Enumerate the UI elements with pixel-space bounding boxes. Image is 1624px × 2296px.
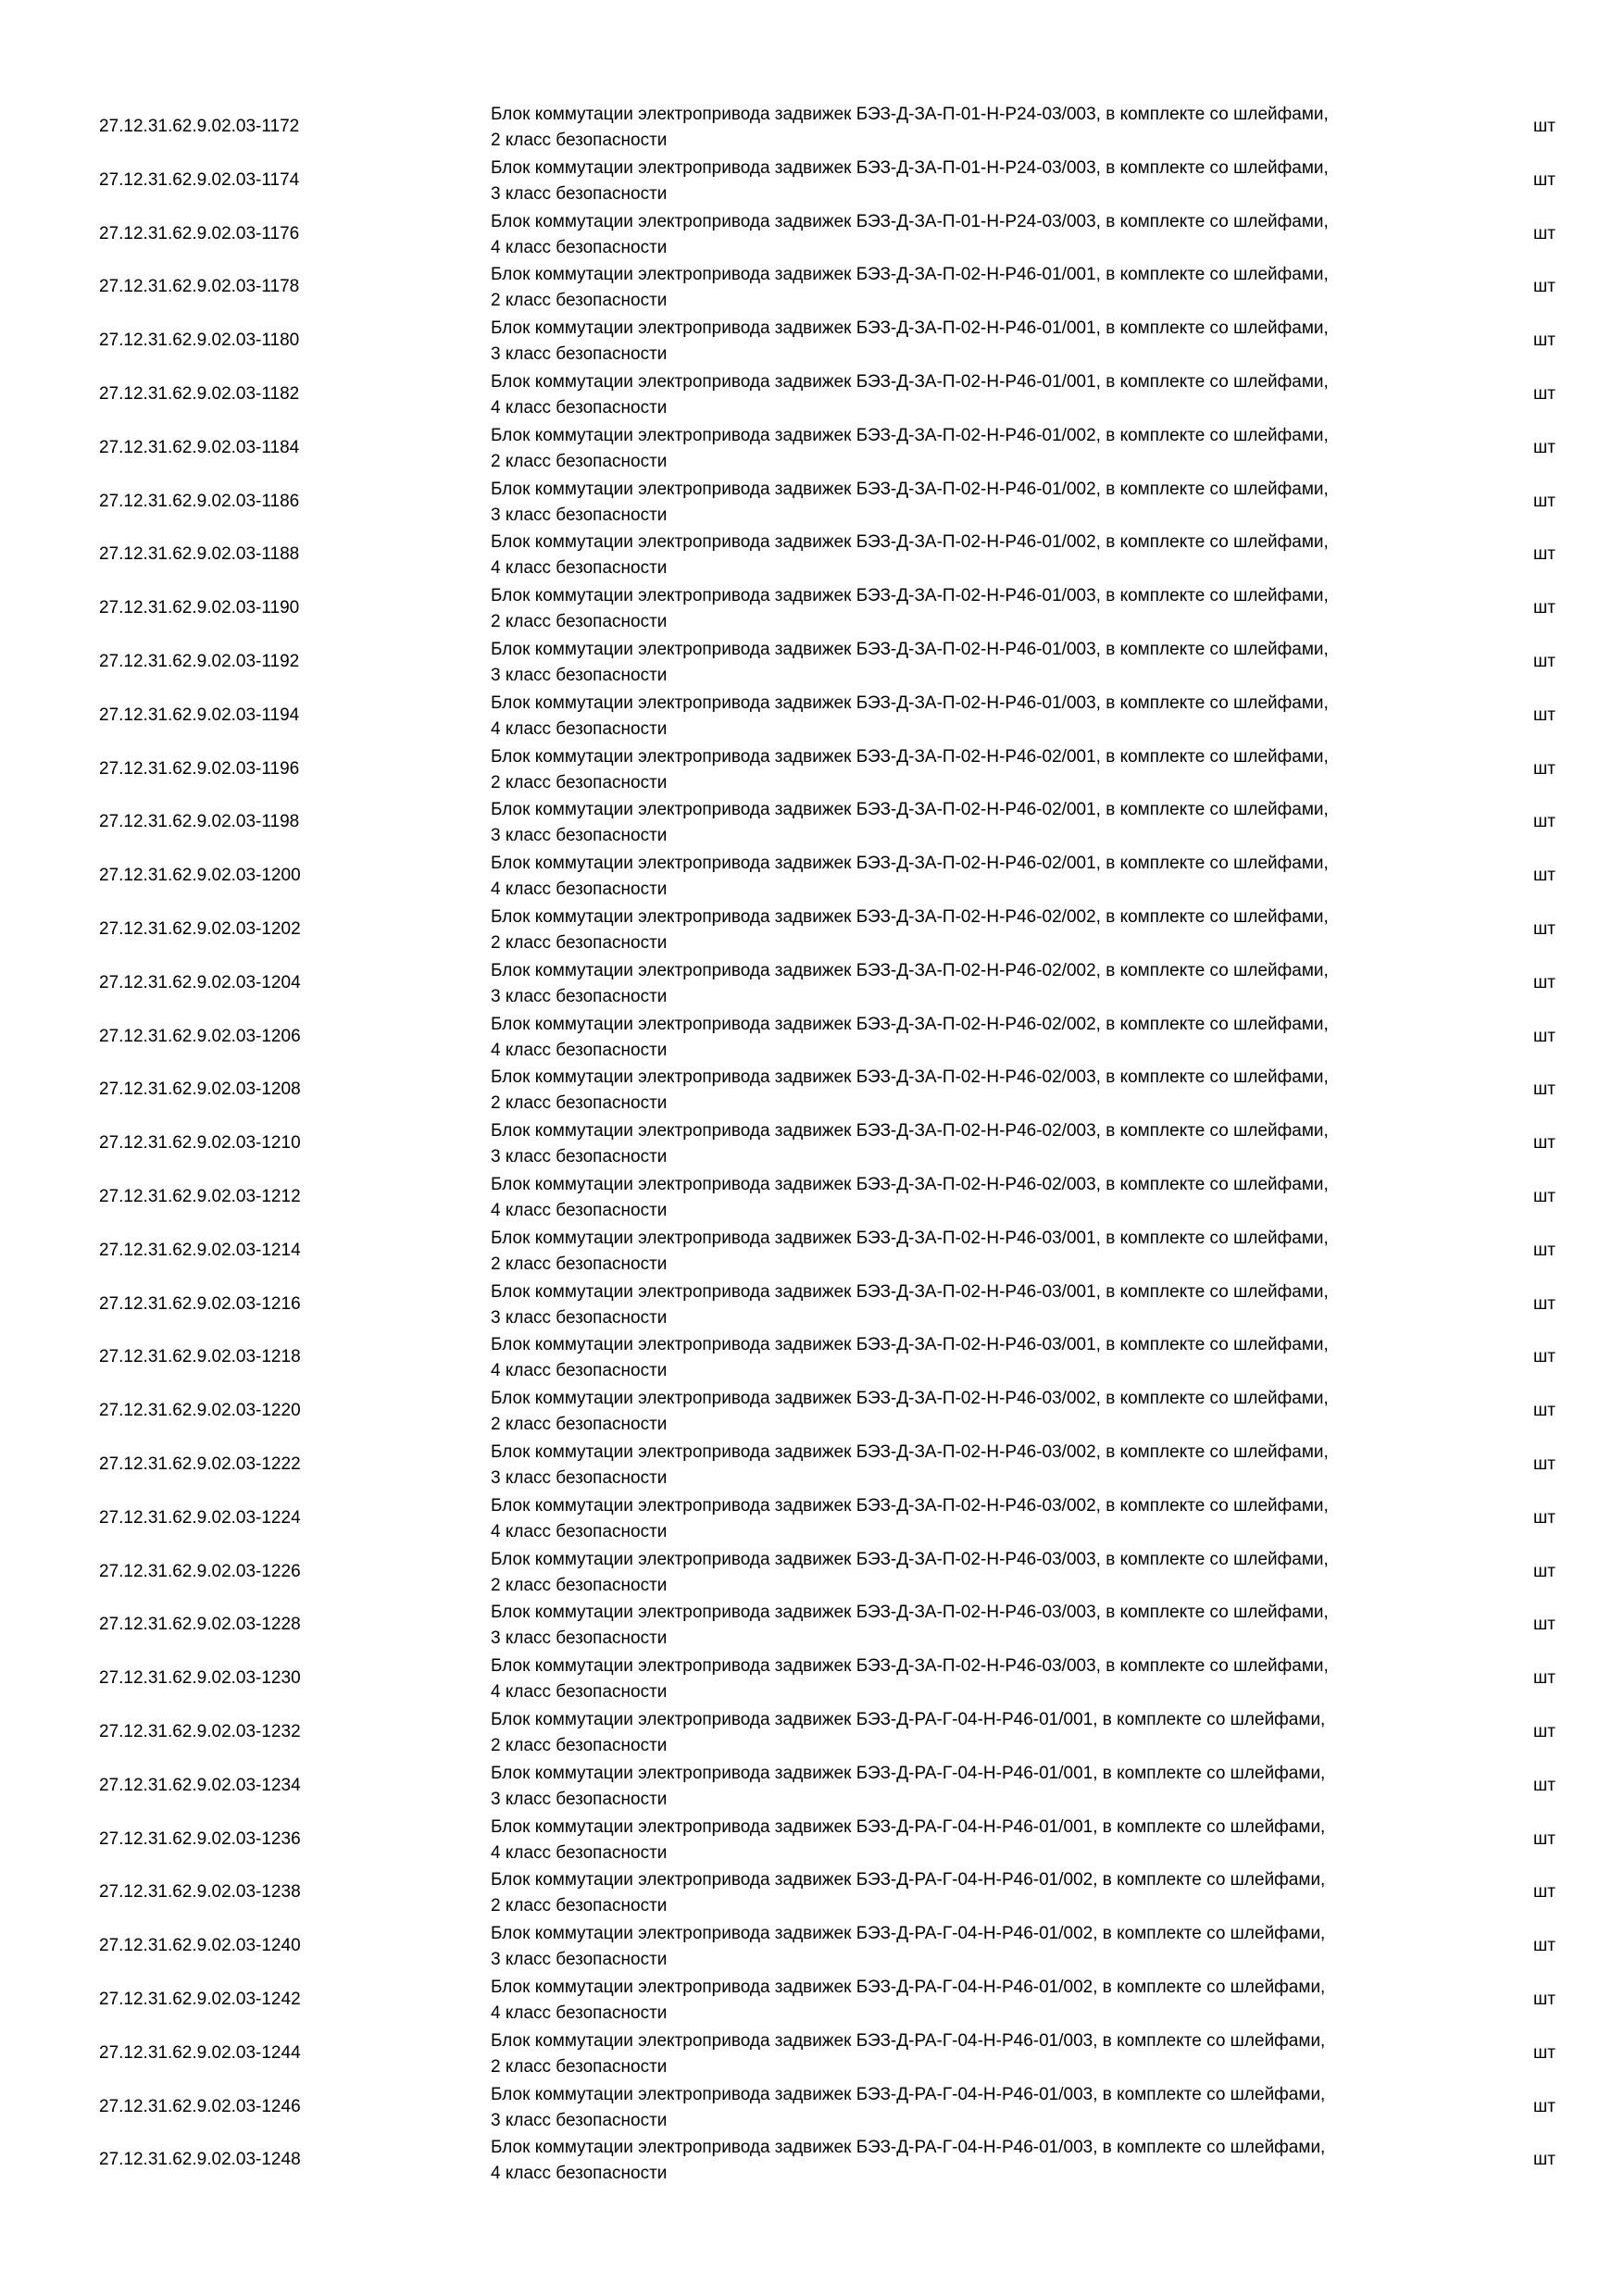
row-description [491, 316, 1509, 368]
row-description [491, 1332, 1509, 1384]
row-description-line1: Блок коммутации электропривода задвижек БЭЗ-Д-РА-Г-04-Н-Р46-01/003, в комплекте со шлейфами, [491, 2030, 1326, 2051]
row-description [491, 1815, 1509, 1866]
row-description-line1: Блок коммутации электропривода задвижек БЭЗ-Д-ЗА-П-02-Н-Р46-01/001, в комплекте со шлейфами, [491, 318, 1329, 339]
row-description-line1: Блок коммутации электропривода задвижек БЭЗ-Д-ЗА-П-02-Н-Р46-01/002, в комплекте со шлейфами, [491, 425, 1329, 445]
row-description-line2: 3 класс безопасности [491, 183, 668, 204]
row-description [491, 423, 1509, 475]
row-unit: шт [1533, 866, 1555, 886]
row-description-line2: 2 класс безопасности [491, 1896, 668, 1916]
row-unit: шт [1533, 1293, 1555, 1314]
row-description-line2: 3 класс безопасности [491, 2110, 668, 2130]
row-unit: шт [1533, 1079, 1555, 1100]
row-description-line2: 4 класс безопасности [491, 1682, 668, 1703]
row-unit: шт [1533, 169, 1555, 190]
row-description-line2: 3 класс безопасности [491, 1789, 668, 1809]
row-unit: шт [1533, 1347, 1555, 1367]
row-code: 27.12.31.62.9.02.03-1214 [99, 1240, 301, 1260]
row-description [491, 1065, 1509, 1117]
row-description [491, 1172, 1509, 1224]
row-code: 27.12.31.62.9.02.03-1186 [99, 491, 300, 511]
row-description-line1: Блок коммутации электропривода задвижек БЭЗ-Д-ЗА-П-02-Н-Р46-02/003, в комплекте со шлейфами, [491, 1121, 1329, 1142]
row-unit: шт [1533, 277, 1555, 297]
row-description-line1: Блок коммутации электропривода задвижек БЭЗ-Д-ЗА-П-02-Н-Р46-01/001, в комплекте со шлейфами, [491, 372, 1329, 392]
row-description-line1: Блок коммутации электропривода задвижек БЭЗ-Д-ЗА-П-02-Н-Р46-03/003, в комплекте со шлейфами, [491, 1656, 1329, 1677]
table-row [0, 956, 1624, 1010]
row-description [491, 1386, 1509, 1438]
row-description-line1: Блок коммутации электропривода задвижек БЭЗ-Д-ЗА-П-02-Н-Р46-01/003, в комплекте со шлейфами, [491, 586, 1329, 606]
row-unit: шт [1533, 598, 1555, 618]
table-row [0, 1278, 1624, 1331]
row-description [491, 1653, 1509, 1705]
row-description-line2: 4 класс безопасности [491, 237, 668, 257]
row-unit: шт [1533, 1882, 1555, 1903]
row-description [491, 2028, 1509, 2080]
table-row [0, 1384, 1624, 1438]
row-description-line1: Блок коммутации электропривода задвижек БЭЗ-Д-ЗА-П-01-Н-Р24-03/003, в комплекте со шлейфами, [491, 211, 1329, 231]
row-description-line2: 3 класс безопасности [491, 1950, 668, 1970]
row-description-line2: 4 класс безопасности [491, 2003, 668, 2023]
row-code: 27.12.31.62.9.02.03-1222 [99, 1454, 301, 1474]
table-row [0, 1117, 1624, 1170]
row-description-line1: Блок коммутации электропривода задвижек БЭЗ-Д-ЗА-П-02-Н-Р46-02/003, в комплекте со шлейфами, [491, 1067, 1329, 1088]
row-code: 27.12.31.62.9.02.03-1208 [99, 1079, 301, 1100]
row-description-line1: Блок коммутации электропривода задвижек БЭЗ-Д-ЗА-П-02-Н-Р46-02/002, в комплекте со шлейфами, [491, 1014, 1329, 1034]
row-description-line1: Блок коммутации электропривода задвижек БЭЗ-Д-РА-Г-04-Н-Р46-01/003, в комплекте со шлейфами, [491, 2084, 1326, 2104]
row-unit: шт [1533, 1936, 1555, 1956]
row-description-line2: 4 класс безопасности [491, 1842, 668, 1863]
row-code: 27.12.31.62.9.02.03-1184 [99, 437, 300, 457]
row-description-line2: 4 класс безопасности [491, 558, 668, 579]
row-description-line1: Блок коммутации электропривода задвижек БЭЗ-Д-ЗА-П-02-Н-Р46-02/003, в комплекте со шлейфами, [491, 1175, 1329, 1194]
row-code: 27.12.31.62.9.02.03-1202 [99, 919, 301, 939]
table-row [0, 1170, 1624, 1224]
row-description-line2: 2 класс безопасности [491, 2056, 668, 2077]
row-code: 27.12.31.62.9.02.03-1240 [99, 1936, 301, 1956]
row-code: 27.12.31.62.9.02.03-1232 [99, 1722, 301, 1741]
row-unit: шт [1533, 652, 1555, 671]
row-description-line1: Блок коммутации электропривода задвижек БЭЗ-Д-РА-Г-04-Н-Р46-01/002, в комплекте со шлейфами, [491, 1924, 1326, 1944]
row-description [491, 369, 1509, 421]
row-description-line1: Блок коммутации электропривода задвижек БЭЗ-Д-ЗА-П-02-Н-Р46-03/001, в комплекте со шлейфами, [491, 1281, 1329, 1302]
table-row [0, 849, 1624, 903]
row-description-line1: Блок коммутации электропривода задвижек БЭЗ-Д-РА-Г-04-Н-Р46-01/001, в комплекте со шлейфами, [491, 1816, 1326, 1837]
row-code: 27.12.31.62.9.02.03-1228 [99, 1615, 301, 1635]
row-unit: шт [1533, 2042, 1555, 2063]
row-description-line1: Блок коммутации электропривода задвижек БЭЗ-Д-РА-Г-04-Н-Р46-01/003, в комплекте со шлейфами, [491, 2138, 1326, 2158]
row-description-line1: Блок коммутации электропривода задвижек БЭЗ-Д-ЗА-П-02-Н-Р46-01/001, в комплекте со шлейфами, [491, 265, 1329, 285]
row-unit: шт [1533, 972, 1555, 992]
row-code: 27.12.31.62.9.02.03-1224 [99, 1507, 301, 1528]
table-row [0, 368, 1624, 421]
row-unit: шт [1533, 544, 1555, 565]
row-description-line2: 3 класс безопасности [491, 986, 668, 1006]
row-code: 27.12.31.62.9.02.03-1174 [99, 169, 300, 190]
row-description-line2: 3 класс безопасности [491, 344, 668, 365]
row-description-line1: Блок коммутации электропривода задвижек БЭЗ-Д-ЗА-П-02-Н-Р46-01/002, в комплекте со шлейфами, [491, 479, 1329, 499]
row-code: 27.12.31.62.9.02.03-1248 [99, 2150, 301, 2170]
row-description [491, 1600, 1509, 1652]
row-description-line2: 3 класс безопасности [491, 1147, 668, 1167]
row-code: 27.12.31.62.9.02.03-1216 [99, 1293, 301, 1314]
row-code: 27.12.31.62.9.02.03-1236 [99, 1828, 301, 1849]
row-code: 27.12.31.62.9.02.03-1246 [99, 2096, 301, 2116]
row-description [491, 851, 1509, 903]
row-code: 27.12.31.62.9.02.03-1178 [99, 277, 300, 297]
table-row [0, 1491, 1624, 1545]
table-row [0, 1330, 1624, 1384]
row-code: 27.12.31.62.9.02.03-1190 [99, 598, 300, 618]
row-description-line2: 3 класс безопасности [491, 1468, 668, 1488]
row-code: 27.12.31.62.9.02.03-1180 [99, 331, 300, 351]
row-description [491, 905, 1509, 956]
row-unit: шт [1533, 2150, 1555, 2170]
row-description-line2: 2 класс безопасности [491, 612, 668, 632]
row-unit: шт [1533, 491, 1555, 511]
row-unit: шт [1533, 705, 1555, 725]
row-description-line1: Блок коммутации электропривода задвижек БЭЗ-Д-ЗА-П-02-Н-Р46-02/001, в комплекте со шлейфами, [491, 854, 1329, 874]
row-unit: шт [1533, 1615, 1555, 1635]
row-description-line2: 3 класс безопасности [491, 505, 668, 525]
row-description [491, 1118, 1509, 1170]
row-code: 27.12.31.62.9.02.03-1226 [99, 1561, 301, 1581]
table-row [0, 2080, 1624, 2134]
row-description [491, 1547, 1509, 1599]
row-unit: шт [1533, 1775, 1555, 1795]
row-description-line1: Блок коммутации электропривода задвижек БЭЗ-Д-ЗА-П-02-Н-Р46-03/002, в комплекте со шлейфами, [491, 1389, 1329, 1409]
table-row [0, 528, 1624, 581]
row-description-line1: Блок коммутации электропривода задвижек БЭЗ-Д-ЗА-П-02-Н-Р46-03/003, в комплекте со шлейфами, [491, 1549, 1329, 1569]
table-row [0, 581, 1624, 635]
table-row [0, 795, 1624, 849]
table-row [0, 1866, 1624, 1919]
row-description [491, 1279, 1509, 1331]
row-description-line2: 2 класс безопасности [491, 772, 668, 792]
row-unit: шт [1533, 117, 1555, 136]
row-description-line1: Блок коммутации электропривода задвижек БЭЗ-Д-ЗА-П-02-Н-Р46-01/002, в комплекте со шлейфами, [491, 532, 1329, 553]
row-description-line2: 2 класс безопасности [491, 291, 668, 311]
row-unit: шт [1533, 758, 1555, 779]
row-description-line1: Блок коммутации электропривода задвижек БЭЗ-Д-ЗА-П-02-Н-Р46-02/001, в комплекте со шлейфами, [491, 800, 1329, 820]
row-description-line1: Блок коммутации электропривода задвижек БЭЗ-Д-ЗА-П-02-Н-Р46-02/002, в комплекте со шлейфами, [491, 960, 1329, 980]
row-code: 27.12.31.62.9.02.03-1220 [99, 1401, 301, 1421]
row-unit: шт [1533, 1990, 1555, 2009]
table-row [0, 421, 1624, 475]
row-description [491, 1975, 1509, 2027]
row-unit: шт [1533, 1828, 1555, 1849]
table-row [0, 1705, 1624, 1759]
row-description-line2: 4 класс безопасности [491, 1040, 668, 1060]
row-description-line2: 3 класс безопасности [491, 826, 668, 846]
row-unit: шт [1533, 384, 1555, 404]
table-row [0, 1224, 1624, 1278]
row-description-line2: 4 класс безопасности [491, 1361, 668, 1381]
row-description-line1: Блок коммутации электропривода задвижек БЭЗ-Д-ЗА-П-02-Н-Р46-02/001, в комплекте со шлейфами, [491, 746, 1329, 767]
row-description-line2: 4 класс безопасности [491, 718, 668, 739]
row-description [491, 637, 1509, 689]
row-code: 27.12.31.62.9.02.03-1198 [99, 812, 300, 832]
row-code: 27.12.31.62.9.02.03-1188 [99, 544, 300, 565]
row-description [491, 1012, 1509, 1064]
row-description [491, 530, 1509, 581]
row-description [491, 156, 1509, 207]
table-row [0, 689, 1624, 742]
row-description [491, 1707, 1509, 1759]
row-code: 27.12.31.62.9.02.03-1194 [99, 705, 300, 725]
table-row [0, 1973, 1624, 2027]
row-unit: шт [1533, 1507, 1555, 1528]
row-description-line1: Блок коммутации электропривода задвижек БЭЗ-Д-ЗА-П-02-Н-Р46-01/003, в комплекте со шлейфами, [491, 693, 1329, 713]
row-description-line2: 3 класс безопасности [491, 1628, 668, 1649]
row-description-line2: 4 класс безопасности [491, 1201, 668, 1220]
row-description-line2: 3 класс безопасности [491, 666, 668, 685]
row-description-line2: 4 класс безопасности [491, 880, 668, 900]
row-description-line1: Блок коммутации электропривода задвижек БЭЗ-Д-ЗА-П-01-Н-Р24-03/003, в комплекте со шлейфами, [491, 157, 1329, 178]
table-row [0, 475, 1624, 529]
table-row [0, 1438, 1624, 1491]
row-description-line1: Блок коммутации электропривода задвижек БЭЗ-Д-РА-Г-04-Н-Р46-01/002, в комплекте со шлейфами, [491, 1870, 1326, 1890]
row-description-line2: 2 класс безопасности [491, 1415, 668, 1435]
row-description [491, 102, 1509, 154]
row-description [491, 1226, 1509, 1278]
row-code: 27.12.31.62.9.02.03-1242 [99, 1990, 301, 2009]
row-description [491, 1761, 1509, 1813]
row-unit: шт [1533, 812, 1555, 832]
table-row [0, 1063, 1624, 1117]
row-code: 27.12.31.62.9.02.03-1204 [99, 972, 301, 992]
row-unit: шт [1533, 1240, 1555, 1260]
table-row [0, 903, 1624, 956]
row-description [491, 1921, 1509, 1973]
row-code: 27.12.31.62.9.02.03-1182 [99, 384, 300, 404]
row-code: 27.12.31.62.9.02.03-1206 [99, 1026, 301, 1046]
row-code: 27.12.31.62.9.02.03-1238 [99, 1882, 301, 1903]
row-description [491, 1440, 1509, 1491]
table-row [0, 207, 1624, 261]
row-description-line2: 2 класс безопасности [491, 131, 668, 150]
row-description [491, 1493, 1509, 1545]
table-row [0, 1813, 1624, 1866]
row-code: 27.12.31.62.9.02.03-1212 [99, 1187, 301, 1206]
row-description-line2: 2 класс безопасности [491, 451, 668, 471]
table-row [0, 742, 1624, 796]
row-code: 27.12.31.62.9.02.03-1176 [99, 223, 300, 243]
table-row [0, 154, 1624, 207]
row-description [491, 691, 1509, 742]
row-code: 27.12.31.62.9.02.03-1218 [99, 1347, 301, 1367]
row-description-line1: Блок коммутации электропривода задвижек БЭЗ-Д-ЗА-П-02-Н-Р46-02/002, в комплекте со шлейфами, [491, 907, 1329, 927]
row-unit: шт [1533, 1133, 1555, 1154]
row-unit: шт [1533, 331, 1555, 351]
row-unit: шт [1533, 919, 1555, 939]
table-row [0, 1545, 1624, 1599]
table-row [0, 1598, 1624, 1652]
table-row [0, 1010, 1624, 1064]
row-code: 27.12.31.62.9.02.03-1200 [99, 866, 301, 886]
row-description-line2: 4 класс безопасности [491, 1521, 668, 1541]
row-description-line1: Блок коммутации электропривода задвижек БЭЗ-Д-ЗА-П-02-Н-Р46-03/001, в комплекте со шлейфами, [491, 1228, 1329, 1248]
row-description-line2: 2 класс безопасности [491, 933, 668, 953]
row-description-line1: Блок коммутации электропривода задвижек БЭЗ-Д-ЗА-П-02-Н-Р46-03/001, в комплекте со шлейфами, [491, 1335, 1329, 1355]
table-row [0, 635, 1624, 689]
row-description-line1: Блок коммутации электропривода задвижек БЭЗ-Д-РА-Г-04-Н-Р46-01/002, в комплекте со шлейфами, [491, 1978, 1326, 1997]
row-code: 27.12.31.62.9.02.03-1172 [99, 117, 300, 136]
row-description [491, 262, 1509, 314]
row-description [491, 797, 1509, 849]
row-description [491, 2082, 1509, 2134]
row-description-line2: 2 класс безопасности [491, 1093, 668, 1114]
row-description-line1: Блок коммутации электропривода задвижек БЭЗ-Д-ЗА-П-02-Н-Р46-03/003, в комплекте со шлейфами, [491, 1603, 1329, 1623]
table-row [0, 260, 1624, 314]
row-description [491, 477, 1509, 529]
row-description-line1: Блок коммутации электропривода задвижек БЭЗ-Д-РА-Г-04-Н-Р46-01/001, в комплекте со шлейфами, [491, 1763, 1326, 1783]
row-description-line2: 2 класс безопасности [491, 1575, 668, 1595]
row-unit: шт [1533, 1722, 1555, 1741]
row-unit: шт [1533, 437, 1555, 457]
row-description [491, 958, 1509, 1010]
row-description [491, 583, 1509, 635]
row-code: 27.12.31.62.9.02.03-1192 [99, 652, 300, 671]
row-code: 27.12.31.62.9.02.03-1210 [99, 1133, 301, 1154]
row-code: 27.12.31.62.9.02.03-1230 [99, 1668, 301, 1689]
table-row [0, 1919, 1624, 1973]
row-unit: шт [1533, 1668, 1555, 1689]
row-description-line2: 3 класс безопасности [491, 1307, 668, 1328]
row-description-line2: 2 класс безопасности [491, 1254, 668, 1274]
row-description [491, 209, 1509, 261]
table-row [0, 100, 1624, 154]
row-code: 27.12.31.62.9.02.03-1196 [99, 758, 300, 779]
row-description-line1: Блок коммутации электропривода задвижек БЭЗ-Д-РА-Г-04-Н-Р46-01/001, в комплекте со шлейфами, [491, 1710, 1326, 1729]
table-row [0, 2133, 1624, 2187]
row-unit: шт [1533, 1026, 1555, 1046]
table-row [0, 1652, 1624, 1705]
row-description-line2: 4 класс безопасности [491, 2164, 668, 2184]
row-description-line1: Блок коммутации электропривода задвижек БЭЗ-Д-ЗА-П-01-Н-Р24-03/003, в комплекте со шлейфами, [491, 105, 1329, 124]
row-description-line2: 4 класс безопасности [491, 398, 668, 418]
row-unit: шт [1533, 1401, 1555, 1421]
row-description-line1: Блок коммутации электропривода задвижек БЭЗ-Д-ЗА-П-02-Н-Р46-03/002, в комплекте со шлейфами, [491, 1495, 1329, 1516]
row-description-line2: 2 класс безопасности [491, 1736, 668, 1755]
row-unit: шт [1533, 2096, 1555, 2116]
table-row [0, 2027, 1624, 2080]
table-row [0, 314, 1624, 368]
row-description-line1: Блок коммутации электропривода задвижек БЭЗ-Д-ЗА-П-02-Н-Р46-01/003, в комплекте со шлейфами, [491, 640, 1329, 659]
row-description [491, 2135, 1509, 2187]
row-unit: шт [1533, 1454, 1555, 1474]
row-description-line1: Блок коммутации электропривода задвижек БЭЗ-Д-ЗА-П-02-Н-Р46-03/002, в комплекте со шлейфами, [491, 1442, 1329, 1462]
row-description [491, 744, 1509, 796]
row-code: 27.12.31.62.9.02.03-1234 [99, 1775, 301, 1795]
row-unit: шт [1533, 1187, 1555, 1206]
table-row [0, 1759, 1624, 1813]
row-unit: шт [1533, 223, 1555, 243]
row-description [491, 1867, 1509, 1919]
row-code: 27.12.31.62.9.02.03-1244 [99, 2042, 301, 2063]
row-unit: шт [1533, 1561, 1555, 1581]
